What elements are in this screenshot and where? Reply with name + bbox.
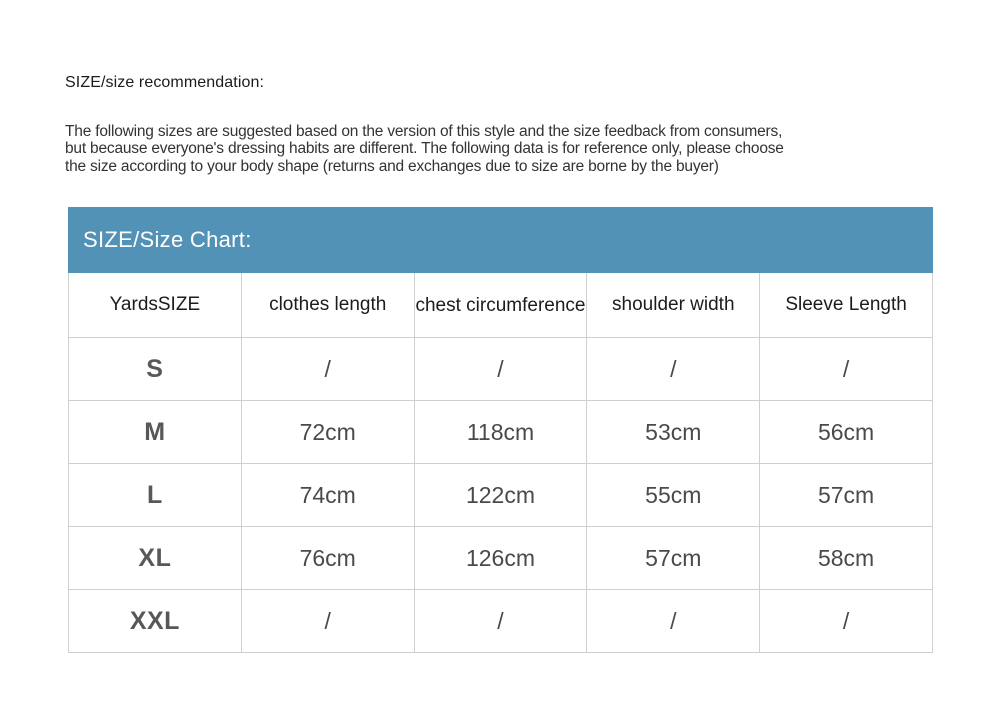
shoulder-width-cell: 55cm [587,464,760,527]
sleeve-length-cell: / [760,590,933,653]
clothes-length-cell: 76cm [241,527,414,590]
clothes-length-cell: / [241,590,414,653]
clothes-length-cell: 74cm [241,464,414,527]
column-header-sleeve-length: Sleeve Length [760,273,933,338]
table-row-size-l [69,464,933,527]
chest-circumference-cell: 122cm [414,464,587,527]
shoulder-width-cell: / [587,590,760,653]
column-header-clothes-length: clothes length [241,273,414,338]
table-row-size-s [69,338,933,401]
table-row-size-xl [69,527,933,590]
size-label-cell: M [69,401,242,464]
sleeve-length-cell: 56cm [760,401,933,464]
size-chart-banner [68,207,933,273]
chest-circumference-cell: / [414,338,587,401]
size-chart-table [68,273,933,653]
shoulder-width-cell: 57cm [587,527,760,590]
size-disclaimer-paragraph [65,123,965,175]
disclaimer-line: The following sizes are suggested based on the version of this style and the size feedback from consumers, [65,123,783,140]
chest-circumference-cell: 126cm [414,527,587,590]
chest-circumference-cell: / [414,590,587,653]
disclaimer-line: but because everyone's dressing habits are different. The following data is for reference only, please choose [65,140,784,158]
table-row-size-m [69,401,933,464]
clothes-length-cell: 72cm [241,401,414,464]
disclaimer-line: the size according to your body shape (returns and exchanges due to size are borne by the buyer) [65,157,719,175]
size-label-cell: L [69,464,242,527]
sleeve-length-cell: 57cm [760,464,933,527]
size-label-cell: S [69,338,242,401]
shoulder-width-cell: / [587,338,760,401]
sleeve-length-cell: 58cm [760,527,933,590]
size-chart-banner-title: SIZE/Size Chart: [83,227,252,252]
page-title: SIZE/size recommendation: [65,74,265,91]
column-header-yards-size: YardsSIZE [69,273,242,338]
column-header-shoulder-width: shoulder width [587,273,760,338]
sleeve-length-cell: / [760,338,933,401]
clothes-length-cell: / [241,338,414,401]
column-header-chest-circumference: chest circumference [414,273,587,338]
table-header-row [69,273,933,338]
size-label-cell: XL [69,527,242,590]
shoulder-width-cell: 53cm [587,401,760,464]
size-chart-section [68,207,933,653]
size-label-cell: XXL [69,590,242,653]
table-row-size-xxl [69,590,933,653]
chest-circumference-cell: 118cm [414,401,587,464]
